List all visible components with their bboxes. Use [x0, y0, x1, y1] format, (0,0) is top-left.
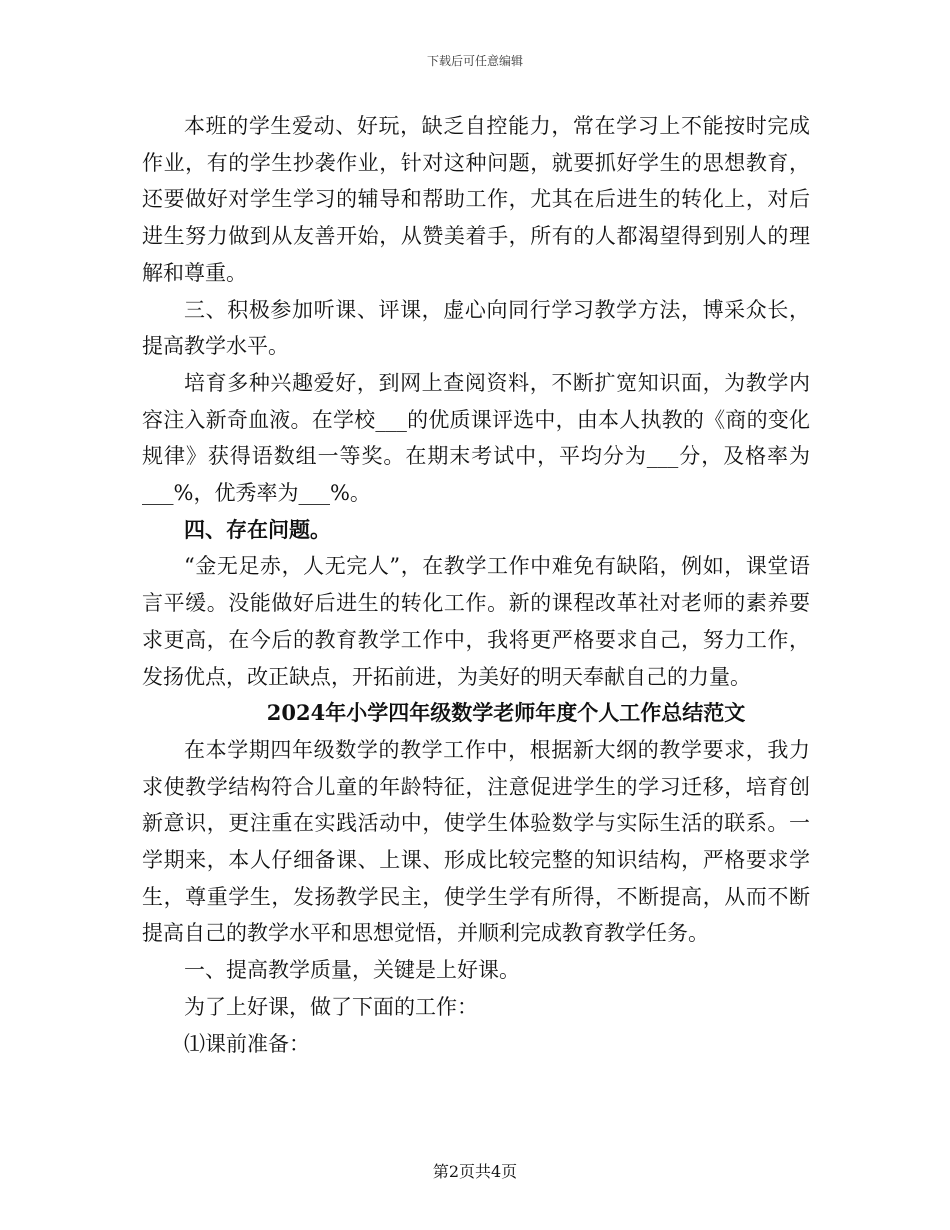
paragraph-interests-awards: 培育多种兴趣爱好，到网上查阅资料，不断扩宽知识面，为教学内容注入新奇血液。在学校___的优质课评选中，由本人执教的《商的变化规律》获得语数组一等奖。在期末考试中，平均分为___分，及格率为___%，优秀率为___%。	[142, 370, 810, 506]
paragraph-class-students: 本班的学生爱动、好玩，缺乏自控能力，常在学习上不能按时完成作业，有的学生抄袭作业，针对这种问题，就要抓好学生的思想教育，还要做好对学生学习的辅导和帮助工作，尤其在后进生的转化上，对后进生努力做到从友善开始，从赞美着手，所有的人都渴望得到别人的理解和尊重。	[142, 114, 810, 285]
paragraph-work-done: 为了上好课，做了下面的工作：	[184, 994, 478, 1019]
document-title: 2024年小学四年级数学老师年度个人工作总结范文	[266, 700, 746, 726]
paragraph-section-one: 一、提高教学质量，关键是上好课。	[184, 958, 520, 983]
page-header-note: 下载后可任意编辑	[426, 54, 523, 68]
document-body	[142, 108, 810, 1062]
section-heading-problems: 四、存在问题。	[184, 516, 331, 542]
page-number: 第2页共4页	[432, 1162, 518, 1181]
paragraph-section-three: 三、积极参加听课、评课，虚心向同行学习教学方法，博采众长，提高教学水平。	[142, 297, 810, 359]
paragraph-intro: 在本学期四年级数学的教学工作中，根据新大纲的教学要求，我力求使教学结构符合儿童的年龄特征，注意促进学生的学习迁移，培育创新意识，更注重在实践活动中，使学生体验数学与实际生活的联系。一学期来，本人仔细备课、上课、形成比较完整的知识结构，严格要求学生，尊重学生，发扬教学民主，使学生学有所得，不断提高，从而不断提高自己的教学水平和思想觉悟，并顺利完成教育教学任务。	[142, 737, 810, 946]
paragraph-problems: “金无足赤，人无完人”，在教学工作中难免有缺陷，例如，课堂语言平缓。没能做好后进生的转化工作。新的课程改革社对老师的素养要求更高，在今后的教育教学工作中，我将更严格要求自己，努力工作，发扬优点，改正缺点，开拓前进，为美好的明天奉献自己的力量。	[142, 554, 810, 689]
paragraph-lesson-prep: ⑴课前准备：	[184, 1031, 310, 1056]
